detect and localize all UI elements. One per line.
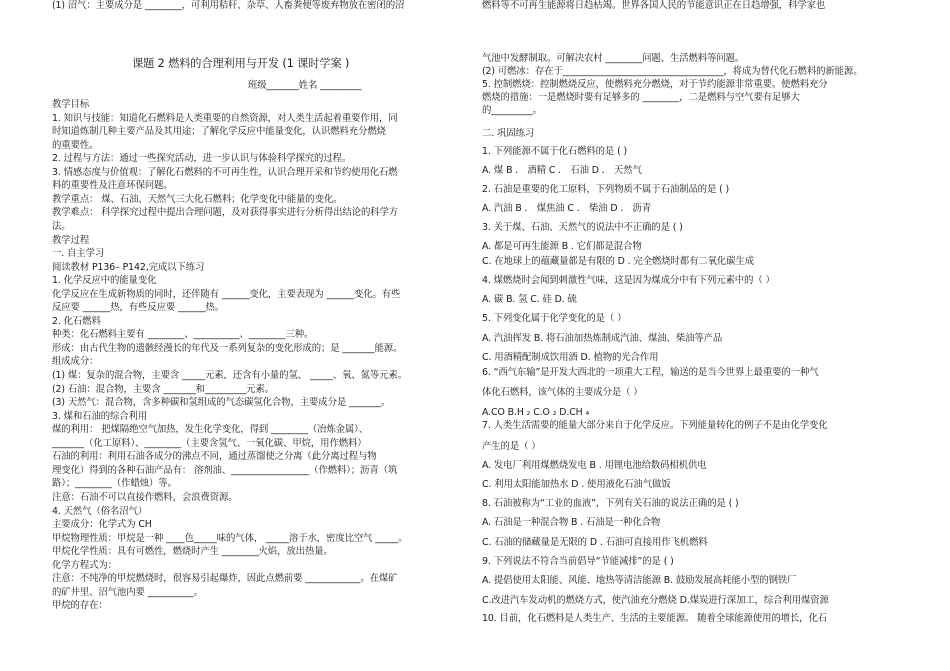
- class-name-field: 班级_______姓名 _________: [248, 80, 362, 91]
- right-text-line: 5. 下列变化属于化学变化的是（ ）: [482, 313, 627, 324]
- left-text-line: (1) 沼气：主要成分是 ________，可利用秸秆、杂草、人畜粪便等废弃物放在密闭的沼: [52, 0, 405, 11]
- left-text-line: 主要成分：化学式为 CH: [52, 519, 152, 530]
- left-text-line: 教学难点： 科学探究过程中提出合理问题，及对获得事实进行分析得出结论的科学方: [52, 207, 399, 218]
- right-text-line: 体化石燃料，该气体的主要成分是（ ）: [482, 387, 643, 398]
- left-text-line: 路）；________（作蜡烛）等。: [52, 478, 177, 489]
- left-text-line: 料的重要性及注意环保问题。: [52, 180, 173, 191]
- right-text-line: A. 都是可再生能源 B . 它们都是混合物: [482, 241, 642, 252]
- right-text-line: C.改进汽车发动机的燃烧方式，使汽油充分燃烧 D.煤炭进行深加工，综合利用煤资源: [482, 595, 829, 606]
- left-text-line: 教学目标: [52, 99, 90, 110]
- left-text-line: (2) 石油：混合物，主要含 _______和_________元素。: [52, 384, 274, 395]
- left-text-line: 3. 情感态度与价值观：了解化石燃料的不可再生性，认识合理开采和节约使用化石燃: [52, 167, 398, 178]
- left-text-line: 化学反应在生成新物质的同时，还伴随有 ______变化，主要表现为 ______变化。有些: [52, 289, 401, 300]
- left-text-line: 时知道炼制几种主要产品及其用途；了解化学反应中能量变化，认识燃料充分燃烧: [52, 126, 386, 137]
- left-text-line: 甲烷物理性质：甲烷是一种 ____色_____味的气体， _____溶于水，密度比空气 _____。: [52, 533, 408, 544]
- left-text-line: 甲烷化学性质：具有可燃性，燃烧时产生 ________火焰，放出热量。: [52, 546, 333, 557]
- right-text-line: C. 在地球上的蕴藏量都是有限的 D . 完全燃烧时都有二氧化碳生成: [482, 256, 754, 267]
- left-text-line: 教学重点： 煤、石油、天然气三大化石燃料；化学变化中能量的变化。: [52, 194, 343, 205]
- right-text-line: 8. 石油被称为“工业的血液”，下列有关石油的说法正确的是 ( ): [482, 498, 739, 509]
- right-text-line: 产生的是（ ）: [482, 441, 541, 452]
- left-text-line: 形成：由古代生物的遗骸经漫长的年代及一系列复杂的变化形成的；是 _______能源。: [52, 343, 403, 354]
- left-text-line: 反应要 ______热，有些反应要 ______热。: [52, 302, 225, 313]
- left-text-line: 注意：石油不可以直接作燃料，会浪费资源。: [52, 492, 238, 503]
- left-text-line: 组成成分：: [52, 356, 99, 367]
- right-text-line: A. 煤 B ． 酒精 C ． 石油 D ． 天然气: [482, 165, 642, 176]
- left-text-line: 理变化）得到的各种石油产品有： 溶剂油、_________________（作燃料）；沥青（筑: [52, 465, 398, 476]
- right-text-line: A. 提倡使用太阳能、风能、地热等清洁能源 B. 鼓励发展高耗能小型的钢铁厂: [482, 575, 797, 586]
- right-text-line: A. 发电厂利用煤燃烧发电 B . 用锂电池给数码相机供电: [482, 460, 707, 471]
- right-text-line: 1. 下列能源不属于化石燃料的是 ( ): [482, 146, 628, 157]
- right-text-line: (2) 可燃冰：存在于___________________________________，将成为替代化石燃料的新能源。: [482, 66, 863, 77]
- left-text-line: (3) 天然气：混合物，含多种碳和氢组成的气态碳氢化合物，主要成分是 _______。: [52, 397, 391, 408]
- right-text-line: 燃料等不可再生能源将日趋枯竭。世界各国人民的节能意识正在日趋增强，科学家也: [482, 0, 826, 11]
- left-text-line: 阅读教材 P136– P142,完成以下练习: [52, 262, 205, 273]
- left-text-line: 1. 知识与技能：知道化石燃料是人类重要的自然资源，对人类生活起着重要作用，同: [52, 113, 398, 124]
- left-text-line: 煤的利用： 把煤隔绝空气加热，发生化学变化，得到 ________（冶炼金属）、: [52, 424, 369, 435]
- right-text-line: A. 碳 B. 氢 C. 硅 D. 硫: [482, 294, 577, 305]
- left-text-line: 教学过程: [52, 235, 90, 246]
- left-text-line: 法。: [52, 221, 71, 232]
- left-text-line: _______（化工原料）、________（主要含氢气、一氧化碳、甲烷，用作燃料）: [52, 438, 367, 449]
- left-text-line: 2. 过程与方法：通过一些探究活动，进一步认识与体验科学探究的过程。: [52, 153, 352, 164]
- right-text-line: 2. 石油是重要的化工原料，下列物质不属于石油制品的是 ( ): [482, 184, 730, 195]
- left-text-line: (1) 煤：复杂的混合物，主要含 _____元素，还含有小量的氢、 _____、氧、氮等元素。: [52, 370, 408, 381]
- right-text-line: A. 汽油 B ． 煤焦油 C ． 柴油 D ． 沥青: [482, 203, 652, 214]
- right-text-line: 9. 下列说法不符合当前倡导“节能减排”的是 ( ): [482, 556, 674, 567]
- left-text-line: 种类：化石燃料主要有 ________、__________、________三种。: [52, 329, 314, 340]
- right-text-line: 5. 控制燃烧：控制燃烧反应，使燃料充分燃烧，对于节约能源非常重要。使燃料充分: [482, 79, 828, 90]
- left-text-line: 石油的利用：利用石油各成分的沸点不同，通过蒸馏使之分离（此分离过程与物: [52, 451, 377, 462]
- right-text-line: 6. “西气东输”是开发大西北的一项重大工程，输送的是当今世界上最重要的一种气: [482, 367, 819, 378]
- left-text-line: 2. 化石燃料: [52, 316, 101, 327]
- left-text-line: 3. 煤和石油的综合利用: [52, 411, 148, 422]
- right-text-line: 4. 煤燃烧时会闻到刺激性气味，这是因为煤成分中有下列元素中的（ ）: [482, 275, 775, 286]
- left-text-line: 甲烷的存在：: [52, 600, 108, 611]
- right-text-line: A. 石油是一种混合物 B . 石油是一种化合物: [482, 517, 661, 528]
- left-text-line: 4. 天然气（俗名沼气）: [52, 506, 148, 517]
- right-text-line: 的_________。: [482, 105, 542, 116]
- right-text-line: 7. 人类生活需要的能量大部分来自于化学反应。下列能量转化的例子不是由化学变化: [482, 420, 828, 431]
- right-text-line: 气池中发酵制取。可解决农村 ________问题、生活燃料等问题。: [482, 53, 745, 64]
- right-text-line: 二. 巩固练习: [482, 128, 535, 139]
- right-text-line: A. 汽油挥发 B. 将石油加热炼制成汽油、煤油、柴油等产品: [482, 333, 723, 344]
- right-text-line: C. 利用太阳能加热水 D . 使用液化石油气做饭: [482, 479, 671, 490]
- left-text-line: 化学方程式为：: [52, 560, 117, 571]
- right-text-line: 10. 目前，化石燃料是人类生产、生活的主要能源。 随着全球能源使用的增长，化石: [482, 613, 827, 624]
- left-text-line: 1. 化学反应中的能量变化: [52, 275, 157, 286]
- right-text-line: C. 石油的储藏量是无限的 D . 石油可直接用作飞机燃料: [482, 537, 708, 548]
- left-text-line: 一. 自主学习: [52, 248, 105, 259]
- left-text-line: 的重要性。: [52, 140, 99, 151]
- right-text-line: 燃烧的措施：一是燃烧时要有足够多的 ________，二是燃料与空气要有足够大: [482, 92, 800, 103]
- left-text-line: 注意：不纯净的甲烷燃烧时，很容易引起爆炸，因此点燃前要 ____________。在煤矿: [52, 573, 398, 584]
- right-text-line: 3. 关于煤、石油、天然气的说法中不正确的是 ( ): [482, 222, 683, 233]
- worksheet-title: 课题 2 燃料的合理利用与开发 (1 课时学案 ): [132, 57, 350, 70]
- right-text-line: C. 用酒精配制成饮用酒 D. 植物的光合作用: [482, 352, 659, 363]
- right-text-line: A.CO B.H ₂ C.O ₂ D.CH ₄: [482, 407, 590, 418]
- left-text-line: 的矿井里、沼气池内要 __________。: [52, 587, 203, 598]
